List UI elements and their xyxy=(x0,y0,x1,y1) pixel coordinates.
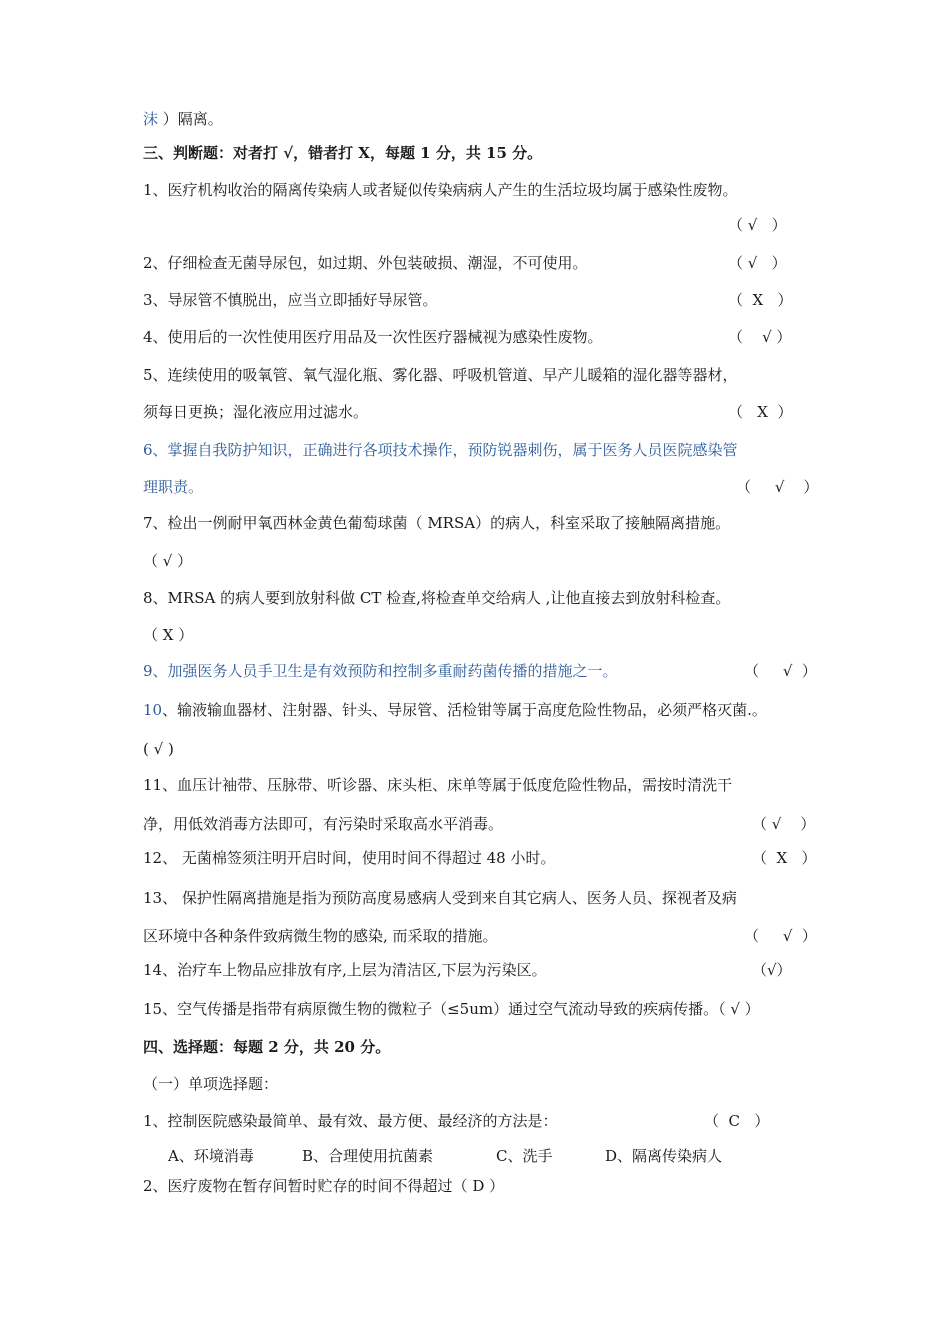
judge-q10-text: 、输液输血器材、注射器、针头、导尿管、活检钳等属于高度危险性物品，必须严格灭菌.。 xyxy=(162,701,767,719)
choice-q1-answer: （ C ） xyxy=(704,1112,770,1130)
judge-q14: 14、治疗车上物品应排放有序,上层为清洁区,下层为污染区。 xyxy=(143,961,547,979)
judge-q1: 1、医疗机构收治的隔离传染病人或者疑似传染病病人产生的生活垃圾均属于感染性废物。 xyxy=(143,181,738,199)
judge-q13-line2: 区环境中各种条件致病微生物的感染, 而采取的措施。 xyxy=(143,927,498,945)
judge-q9-answer: （ √ ） xyxy=(744,662,817,680)
section-3-heading: 三、判断题：对者打 √，错者打 X，每题 1 分，共 15 分。 xyxy=(143,144,543,162)
continuation-blue-text: 沫 xyxy=(143,110,159,128)
judge-q14-answer: （√） xyxy=(752,961,792,979)
judge-q15: 15、空气传播是指带有病原微生物的微粒子（≤5um）通过空气流动导致的疾病传播。（ √ ） xyxy=(143,1000,760,1018)
judge-q7-answer: （ √ ） xyxy=(143,552,193,570)
choice-q1-option-d: D、隔离传染病人 xyxy=(605,1147,723,1165)
choice-q2: 2、医疗废物在暂存间暂时贮存的时间不得超过（ D ） xyxy=(143,1177,505,1195)
judge-q3: 3、导尿管不慎脱出，应当立即插好导尿管。 xyxy=(143,291,438,309)
judge-q3-answer: （ X ） xyxy=(728,291,793,309)
section-4-heading: 四、选择题：每题 2 分，共 20 分。 xyxy=(143,1038,391,1056)
judge-q8: 8、MRSA 的病人要到放射科做 CT 检查,将检查单交给病人 ,让他直接去到放射科检查。 xyxy=(143,589,731,607)
choice-q1-option-a: A、环境消毒 xyxy=(168,1147,254,1165)
judge-q10 xyxy=(143,700,767,720)
continuation-text: ）隔离。 xyxy=(158,110,223,128)
judge-q5-line1: 5、连续使用的吸氧管、氧气湿化瓶、雾化器、呼吸机管道、早产儿暖箱的湿化器等器材， xyxy=(143,366,738,384)
judge-q9: 9、加强医务人员手卫生是有效预防和控制多重耐药菌传播的措施之一。 xyxy=(143,662,618,680)
judge-q4: 4、使用后的一次性使用医疗用品及一次性医疗器械视为感染性废物。 xyxy=(143,328,603,346)
judge-q12-answer: （ X ） xyxy=(752,849,817,867)
continuation-line xyxy=(143,109,223,129)
judge-q6-line1: 6、掌握自我防护知识，正确进行各项技术操作，预防锐器刺伤，属于医务人员医院感染管 xyxy=(143,441,738,459)
judge-q6-answer: （ √ ） xyxy=(736,478,819,496)
judge-q7: 7、检出一例耐甲氧西林金黄色葡萄球菌（ MRSA）的病人，科室采取了接触隔离措施。 xyxy=(143,514,731,532)
judge-q11-answer: （ √ ） xyxy=(752,815,816,833)
choice-q1: 1、控制医院感染最简单、最有效、最方便、最经济的方法是： xyxy=(143,1112,558,1130)
subsection-single-choice: （一）单项选择题： xyxy=(143,1075,279,1093)
judge-q13-line1: 13、 保护性隔离措施是指为预防高度易感病人受到来自其它病人、医务人员、探视者及病 xyxy=(143,889,737,907)
choice-q1-option-c: C、洗手 xyxy=(496,1147,553,1165)
choice-q1-option-b: B、合理使用抗菌素 xyxy=(302,1147,434,1165)
judge-q11-line1: 11、血压计袖带、压脉带、听诊器、床头柜、床单等属于低度危险性物品，需按时清洗干 xyxy=(143,776,733,794)
judge-q11-line2: 净，用低效消毒方法即可，有污染时采取高水平消毒。 xyxy=(143,815,504,833)
judge-q6-line2: 理职责。 xyxy=(143,478,204,496)
judge-q4-answer: （ √ ） xyxy=(728,328,792,346)
judge-q8-answer: （ X ） xyxy=(143,626,194,644)
judge-q5-line2: 须每日更换；湿化液应用过滤水。 xyxy=(143,403,369,421)
judge-q10-answer: ( √ ) xyxy=(143,740,174,758)
judge-q12: 12、 无菌棉签须注明开启时间，使用时间不得超过 48 小时。 xyxy=(143,849,556,867)
judge-q1-answer: （ √ ） xyxy=(728,216,787,234)
judge-q2: 2、仔细检查无菌导尿包，如过期、外包装破损、潮湿，不可使用。 xyxy=(143,254,588,272)
judge-q5-answer: （ X ） xyxy=(728,403,793,421)
judge-q2-answer: （ √ ） xyxy=(728,254,787,272)
judge-q10-number: 10 xyxy=(143,701,163,719)
judge-q13-answer: （ √ ） xyxy=(744,927,817,945)
